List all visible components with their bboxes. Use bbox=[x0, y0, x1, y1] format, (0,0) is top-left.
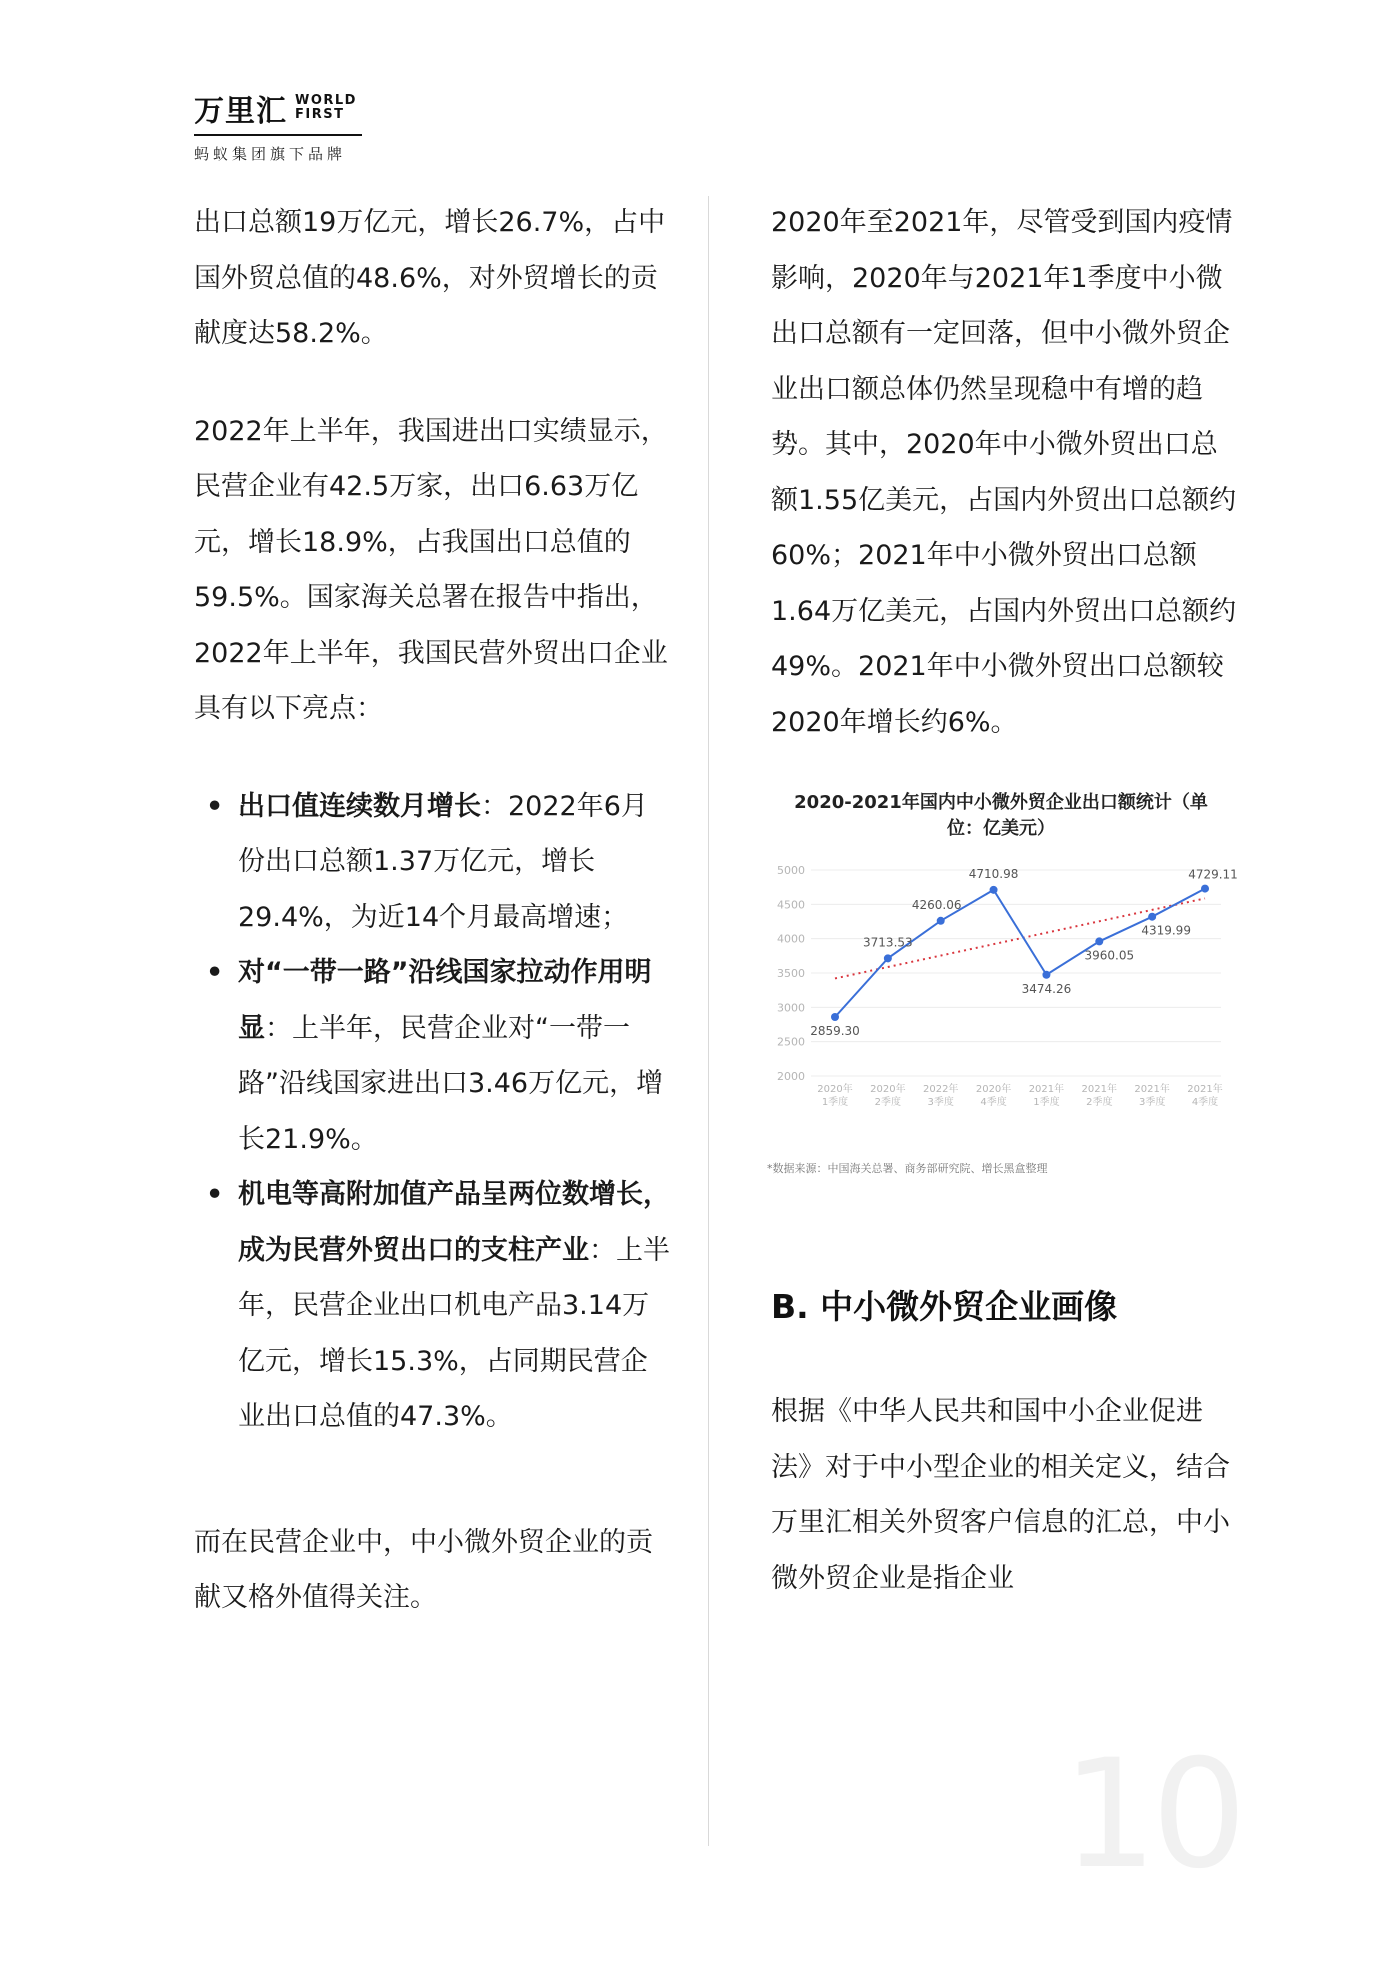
x-tick-label: 2020年 bbox=[817, 1084, 853, 1095]
data-label: 3960.05 bbox=[1084, 948, 1135, 963]
chart-source: *数据来源：中国海关总署、商务部研究院、增长黑盒整理 bbox=[767, 1162, 1048, 1175]
y-tick-label: 3500 bbox=[777, 967, 805, 980]
x-tick-label: 2021年 bbox=[1081, 1084, 1118, 1095]
data-label: 3474.26 bbox=[1021, 981, 1072, 996]
left-paragraph-1: 出口总额19万亿元，增长26.7%，占中国外贸总值的48.6%，对外贸增长的贡献度达58.2%。 bbox=[194, 207, 666, 349]
logo-cn-text: 万里汇 bbox=[194, 94, 287, 129]
data-label: 2859.30 bbox=[810, 1023, 860, 1038]
list-item: • 对“一带一路”沿线国家拉动作用明显：上半年，民营企业对“一带一路”沿线国家进出口3.46万亿元，增长21.9%。 bbox=[194, 945, 674, 1167]
right-column bbox=[767, 195, 1241, 1606]
x-tick-label: 1季度 bbox=[1033, 1097, 1060, 1108]
data-point bbox=[1042, 971, 1050, 979]
y-tick-label: 4500 bbox=[777, 898, 805, 912]
section-title: B. 中小微外贸企业画像 bbox=[771, 1287, 1118, 1326]
chart-plot bbox=[761, 858, 1238, 1158]
x-tick-label: 2020年 bbox=[870, 1084, 906, 1095]
x-tick-label: 2020年 bbox=[975, 1084, 1012, 1095]
data-point bbox=[990, 886, 998, 894]
x-tick-label: 2季度 bbox=[1086, 1097, 1113, 1108]
logo-underline bbox=[194, 134, 362, 136]
x-tick-label: 2021年 bbox=[1134, 1084, 1170, 1095]
data-point bbox=[1095, 937, 1103, 945]
data-label: 4729.11 bbox=[1188, 867, 1238, 882]
data-label: 3713.53 bbox=[863, 935, 913, 950]
brand-logo bbox=[194, 88, 366, 164]
data-point bbox=[884, 954, 892, 962]
y-tick-label: 5000 bbox=[777, 864, 805, 877]
y-tick-label: 2000 bbox=[777, 1070, 805, 1083]
x-tick-label: 2021年 bbox=[1187, 1084, 1223, 1095]
list-item: • 出口值连续数月增长：2022年6月份出口总额1.37万亿元，增长29.4%，为近14个月最高增速； bbox=[194, 779, 674, 946]
data-point bbox=[937, 917, 945, 925]
data-label: 4260.06 bbox=[911, 897, 962, 912]
y-tick-label: 2500 bbox=[777, 1035, 805, 1049]
series-line bbox=[835, 889, 1205, 1017]
left-paragraph-2: 2022年上半年，我国进出口实绩显示，民营企业有42.5万家，出口6.63万亿元，增长18.9%，占我国出口总值的59.5%。国家海关总署在报告中指出，2022年上半年，我国民营外贸出口企业具有以下亮点： bbox=[194, 415, 668, 724]
left-column bbox=[194, 195, 674, 1626]
x-tick-label: 3季度 bbox=[1138, 1097, 1166, 1108]
page-number: 10 bbox=[1062, 1728, 1241, 1902]
data-point bbox=[1148, 913, 1156, 921]
logo-subtitle: 蚂蚁集团旗下品牌 bbox=[194, 145, 347, 163]
export-chart bbox=[761, 790, 1238, 1220]
logo-en-text: WORLD FIRST bbox=[295, 93, 357, 122]
x-tick-label: 2021年 bbox=[1028, 1084, 1065, 1095]
column-divider bbox=[708, 196, 709, 1846]
list-item: • 机电等高附加值产品呈两位数增长，成为民营外贸出口的支柱产业：上半年，民营企业出口机电产品3.14万亿元，增长15.3%，占同期民营企业出口总值的47.3%。 bbox=[194, 1167, 674, 1445]
x-tick-label: 4季度 bbox=[980, 1097, 1007, 1108]
y-tick-label: 3000 bbox=[777, 1001, 805, 1015]
right-paragraph-1: 2020年至2021年，尽管受到国内疫情影响，2020年与2021年1季度中小微出口总额有一定回落，但中小微外贸企业出口额总体仍然呈现稳中有增的趋势。其中，2020年中小微外贸出口总额1.55亿美元，占国内外贸出口总额约60%；2021年中小微外贸出口总额1.64万亿美元，占国内外贸出口总额约49%。2021年中小微外贸出口总额较2020年增长约6%。 bbox=[771, 207, 1237, 738]
x-tick-label: 2季度 bbox=[874, 1097, 902, 1108]
chart-title: 2020-2021年国内中小微外贸企业出口额统计（单位：亿美元） bbox=[794, 792, 1208, 839]
left-paragraph-3: 而在民营企业中，中小微外贸企业的贡献又格外值得关注。 bbox=[194, 1526, 653, 1613]
x-tick-label: 4季度 bbox=[1191, 1097, 1219, 1108]
highlights-list bbox=[194, 779, 674, 1445]
right-paragraph-2: 根据《中华人民共和国中小企业促进法》对于中小型企业的相关定义，结合万里汇相关外贸客户信息的汇总，中小微外贸企业是指企业 bbox=[771, 1396, 1230, 1594]
x-tick-label: 3季度 bbox=[927, 1097, 954, 1108]
data-label: 4319.99 bbox=[1141, 923, 1191, 938]
y-tick-label: 4000 bbox=[777, 932, 805, 946]
data-point bbox=[831, 1013, 839, 1021]
data-label: 4710.98 bbox=[968, 866, 1019, 881]
x-tick-label: 1季度 bbox=[821, 1097, 849, 1108]
x-tick-label: 2022年 bbox=[922, 1084, 959, 1095]
data-point bbox=[1201, 885, 1209, 893]
